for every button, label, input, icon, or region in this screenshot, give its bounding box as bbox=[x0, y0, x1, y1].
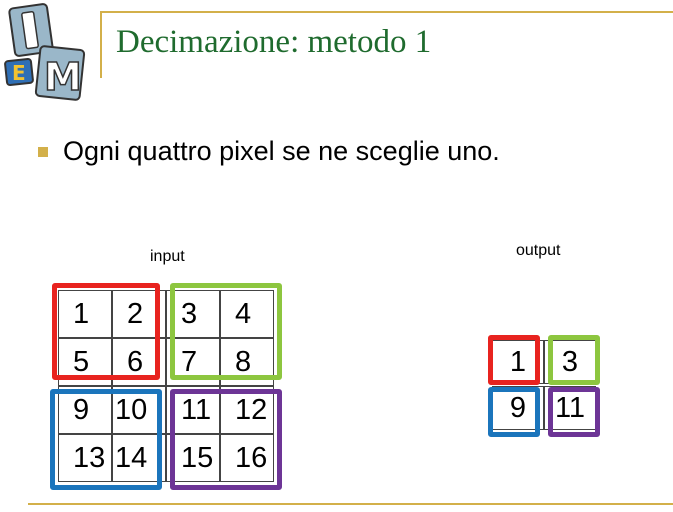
output-highlight-purple bbox=[548, 387, 600, 437]
input-cell: 5 bbox=[58, 338, 112, 386]
highlight-red-block bbox=[52, 283, 160, 380]
output-highlight-blue bbox=[488, 387, 540, 437]
output-label: output bbox=[516, 242, 561, 259]
input-cell: 12 bbox=[220, 386, 274, 434]
input-cell: 15 bbox=[166, 434, 220, 482]
input-cell: 14 bbox=[112, 434, 166, 482]
highlight-purple-block bbox=[170, 389, 282, 490]
input-cell: 9 bbox=[58, 386, 112, 434]
highlight-green-block bbox=[170, 283, 282, 380]
svg-text:E: E bbox=[12, 61, 26, 85]
input-cell: 1 bbox=[58, 290, 112, 338]
output-cell: 9 bbox=[492, 386, 544, 430]
input-cell: 6 bbox=[112, 338, 166, 386]
input-cell: 16 bbox=[220, 434, 274, 482]
input-cell: 8 bbox=[220, 338, 274, 386]
output-cell: 11 bbox=[544, 386, 596, 430]
highlight-blue-block bbox=[50, 389, 162, 490]
output-cell: 3 bbox=[544, 340, 596, 384]
output-cell: 1 bbox=[492, 340, 544, 384]
bullet-marker-icon bbox=[38, 147, 48, 157]
title-top-rule bbox=[100, 11, 673, 13]
input-cell: 7 bbox=[166, 338, 220, 386]
slide-title: Decimazione: metodo 1 bbox=[116, 24, 432, 60]
input-cell: 2 bbox=[112, 290, 166, 338]
title-left-rule bbox=[100, 12, 102, 78]
input-cell: 4 bbox=[220, 290, 274, 338]
output-highlight-red bbox=[488, 335, 540, 385]
input-cell: 11 bbox=[166, 386, 220, 434]
em-logo-icon bbox=[4, 2, 90, 104]
footer-rule bbox=[28, 503, 673, 505]
output-highlight-green bbox=[548, 335, 600, 385]
input-label: input bbox=[150, 248, 185, 265]
input-cell: 13 bbox=[58, 434, 112, 482]
bullet-text: Ogni quattro pixel se ne sceglie uno. bbox=[63, 136, 500, 166]
svg-text:M: M bbox=[44, 55, 82, 99]
input-cell: 10 bbox=[112, 386, 166, 434]
input-cell: 3 bbox=[166, 290, 220, 338]
